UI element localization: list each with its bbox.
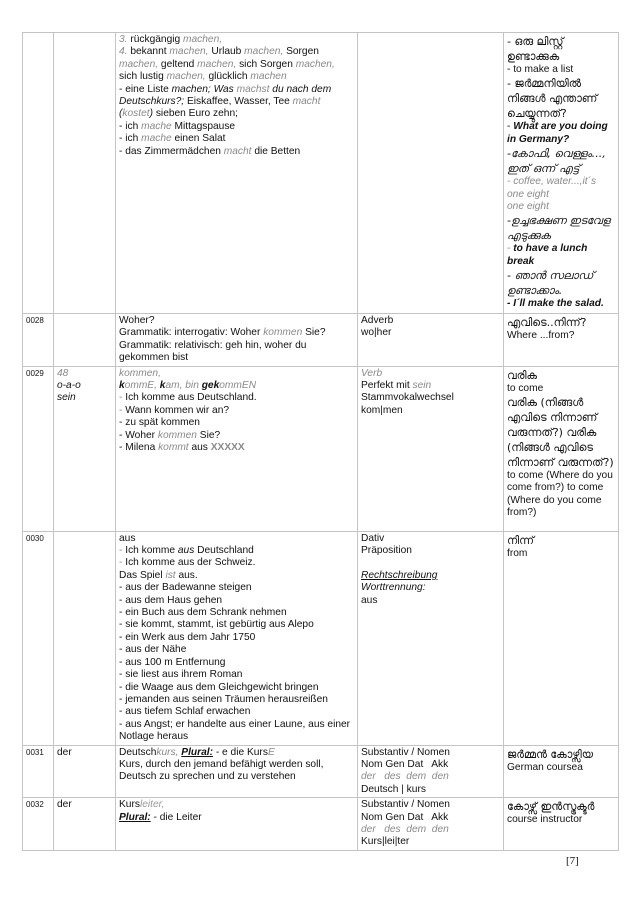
entry-translation: കോഴ്സ് ഇൻസ്ട്രക്ടർ course instructor <box>504 798 619 851</box>
malayalam-text: - ഞാൻ സലാഡ് ഉണ്ടാക്കാം. <box>507 269 594 298</box>
table-row <box>23 531 619 745</box>
entry-article <box>54 33 116 314</box>
entry-article <box>54 531 116 745</box>
entry-german: 3. rückgängig machen, 4. bekannt machen, Urlaub machen, Sorgen machen, geltend machen, sich Sorgen machen, sich lustig machen, glücklich machen - eine Liste machen; Was machst du nach dem Deutschkurs?; Eiskaffee, Wasser, Tee macht (kostet) sieben Euro zehn; - ich mache Mittagspause - ich mache einen Salat - das Zimmermädchen macht die Betten <box>116 33 358 314</box>
entry-id: 0030 <box>23 531 54 745</box>
entry-id: 0028 <box>23 314 54 367</box>
table-row <box>23 798 619 851</box>
entry-translation: എവിടെ..നിന്ന്? Where ...from? <box>504 314 619 367</box>
entry-article: 48 o-a-o sein <box>54 366 116 531</box>
table-row <box>23 745 619 798</box>
table-row <box>23 314 619 367</box>
table-row <box>23 33 619 314</box>
entry-german: kommen, kommE, kam, bin gekommEN - Ich komme aus Deutschland. - Wann kommen wir an? - zu spät kommen - Woher kommen Sie? - Milena kommt aus XXXXX <box>116 366 358 531</box>
entry-german: Woher? Grammatik: interrogativ: Woher kommen Sie? Grammatik: relativisch: geh hin, woher du gekommen bist <box>116 314 358 367</box>
entry-translation: - ഒരു ലിസ്റ്റ് ഉണ്ടാക്കുക - to make a list - ജർമ്മനിയിൽ നിങ്ങൾ എന്താണ് ചെയ്യുന്നത്? - What are you doing in Germany? -കോഫി, വെള്ളം..., ഇത് ഒന്ന് എട്ട് - coffee, water...,it´s one eight one eight -ഉച്ചഭക്ഷണ ഇടവേള എടുക്കുക - to have a lunch break - ഞാൻ സലാഡ് ഉണ്ടാക്കാം. - I´ll make the salad. <box>504 33 619 314</box>
malayalam-text: വരിക <box>507 368 537 382</box>
entry-grammar: Verb Perfekt mit sein Stammvokalwechsel kom|men <box>358 366 504 531</box>
malayalam-text: - ജർമ്മനിയിൽ നിങ്ങൾ എന്താണ് ചെയ്യുന്നത്? <box>507 77 598 121</box>
entry-id: 0031 <box>23 745 54 798</box>
entry-id <box>23 33 54 314</box>
vocabulary-table <box>22 32 619 851</box>
entry-translation: നിന്ന് from <box>504 531 619 745</box>
page-number: [7] <box>566 855 579 867</box>
malayalam-text: -കോഫി, വെള്ളം..., ഇത് ഒന്ന് എട്ട് <box>507 147 606 176</box>
entry-grammar: Substantiv / Nomen Nom Gen Dat Akk der des dem den Kurs|lei|ter <box>358 798 504 851</box>
malayalam-text: കോഴ്സ് ഇൻസ്ട്രക്ടർ <box>507 800 595 814</box>
entry-german: aus - Ich komme aus Deutschland - Ich komme aus der Schweiz. Das Spiel ist aus. - aus der Badewanne steigen - aus dem Haus gehen - ein Buch aus dem Schrank nehmen - sie kommt, stammt, ist gebürtig aus Alepo - ein Werk aus dem Jahr 1750 - aus der Nähe - aus 100 m Entfernung - sie liest aus ihrem Roman - die Waage aus dem Gleichgewicht bringen - jemanden aus seinen Träumen herausreißen - aus tiefem Schlaf erwachen - aus Angst; er handelte aus einer Laune, aus einer Notlage heraus <box>116 531 358 745</box>
entry-id: 0032 <box>23 798 54 851</box>
entry-grammar: Adverb wo|her <box>358 314 504 367</box>
malayalam-text: -ഉച്ചഭക്ഷണ ഇടവേള എടുക്കുക <box>507 214 611 243</box>
entry-grammar: Substantiv / Nomen Nom Gen Dat Akk der des dem den Deutsch | kurs <box>358 745 504 798</box>
entry-german: Deutschkurs, Plural: - e die KursE Kurs, durch den jemand befähigt werden soll, Deutsch zu sprechen und zu verstehen <box>116 745 358 798</box>
entry-article <box>54 314 116 367</box>
malayalam-text: നിന്ന് <box>507 533 535 547</box>
entry-german: Kursleiter, Plural: - die Leiter <box>116 798 358 851</box>
entry-id: 0029 <box>23 366 54 531</box>
malayalam-text: ജർമ്മൻ കോഴ്സിയ <box>507 747 594 761</box>
entry-article: der <box>54 745 116 798</box>
malayalam-text: വരിക (നിങ്ങൾ എവിടെ നിന്നാണ് വരുന്നത്?) വരിക (നിങ്ങൾ എവിടെ നിന്നാണ് വരുന്നത്?) <box>507 396 614 470</box>
entry-article: der <box>54 798 116 851</box>
entry-grammar <box>358 33 504 314</box>
entry-translation: വരിക to come വരിക (നിങ്ങൾ എവിടെ നിന്നാണ് വരുന്നത്?) വരിക (നിങ്ങൾ എവിടെ നിന്നാണ് വരുന്നത്?) to come (Where do you come from?) to come (Where do you come from?) <box>504 366 619 531</box>
entry-translation: ജർമ്മൻ കോഴ്സിയ German coursea <box>504 745 619 798</box>
entry-grammar: Dativ Präposition Rechtschreibung Worttrennung: aus <box>358 531 504 745</box>
table-row <box>23 366 619 531</box>
malayalam-text: - ഒരു ലിസ്റ്റ് ഉണ്ടാക്കുക <box>507 35 564 63</box>
malayalam-text: എവിടെ..നിന്ന്? <box>507 316 587 329</box>
